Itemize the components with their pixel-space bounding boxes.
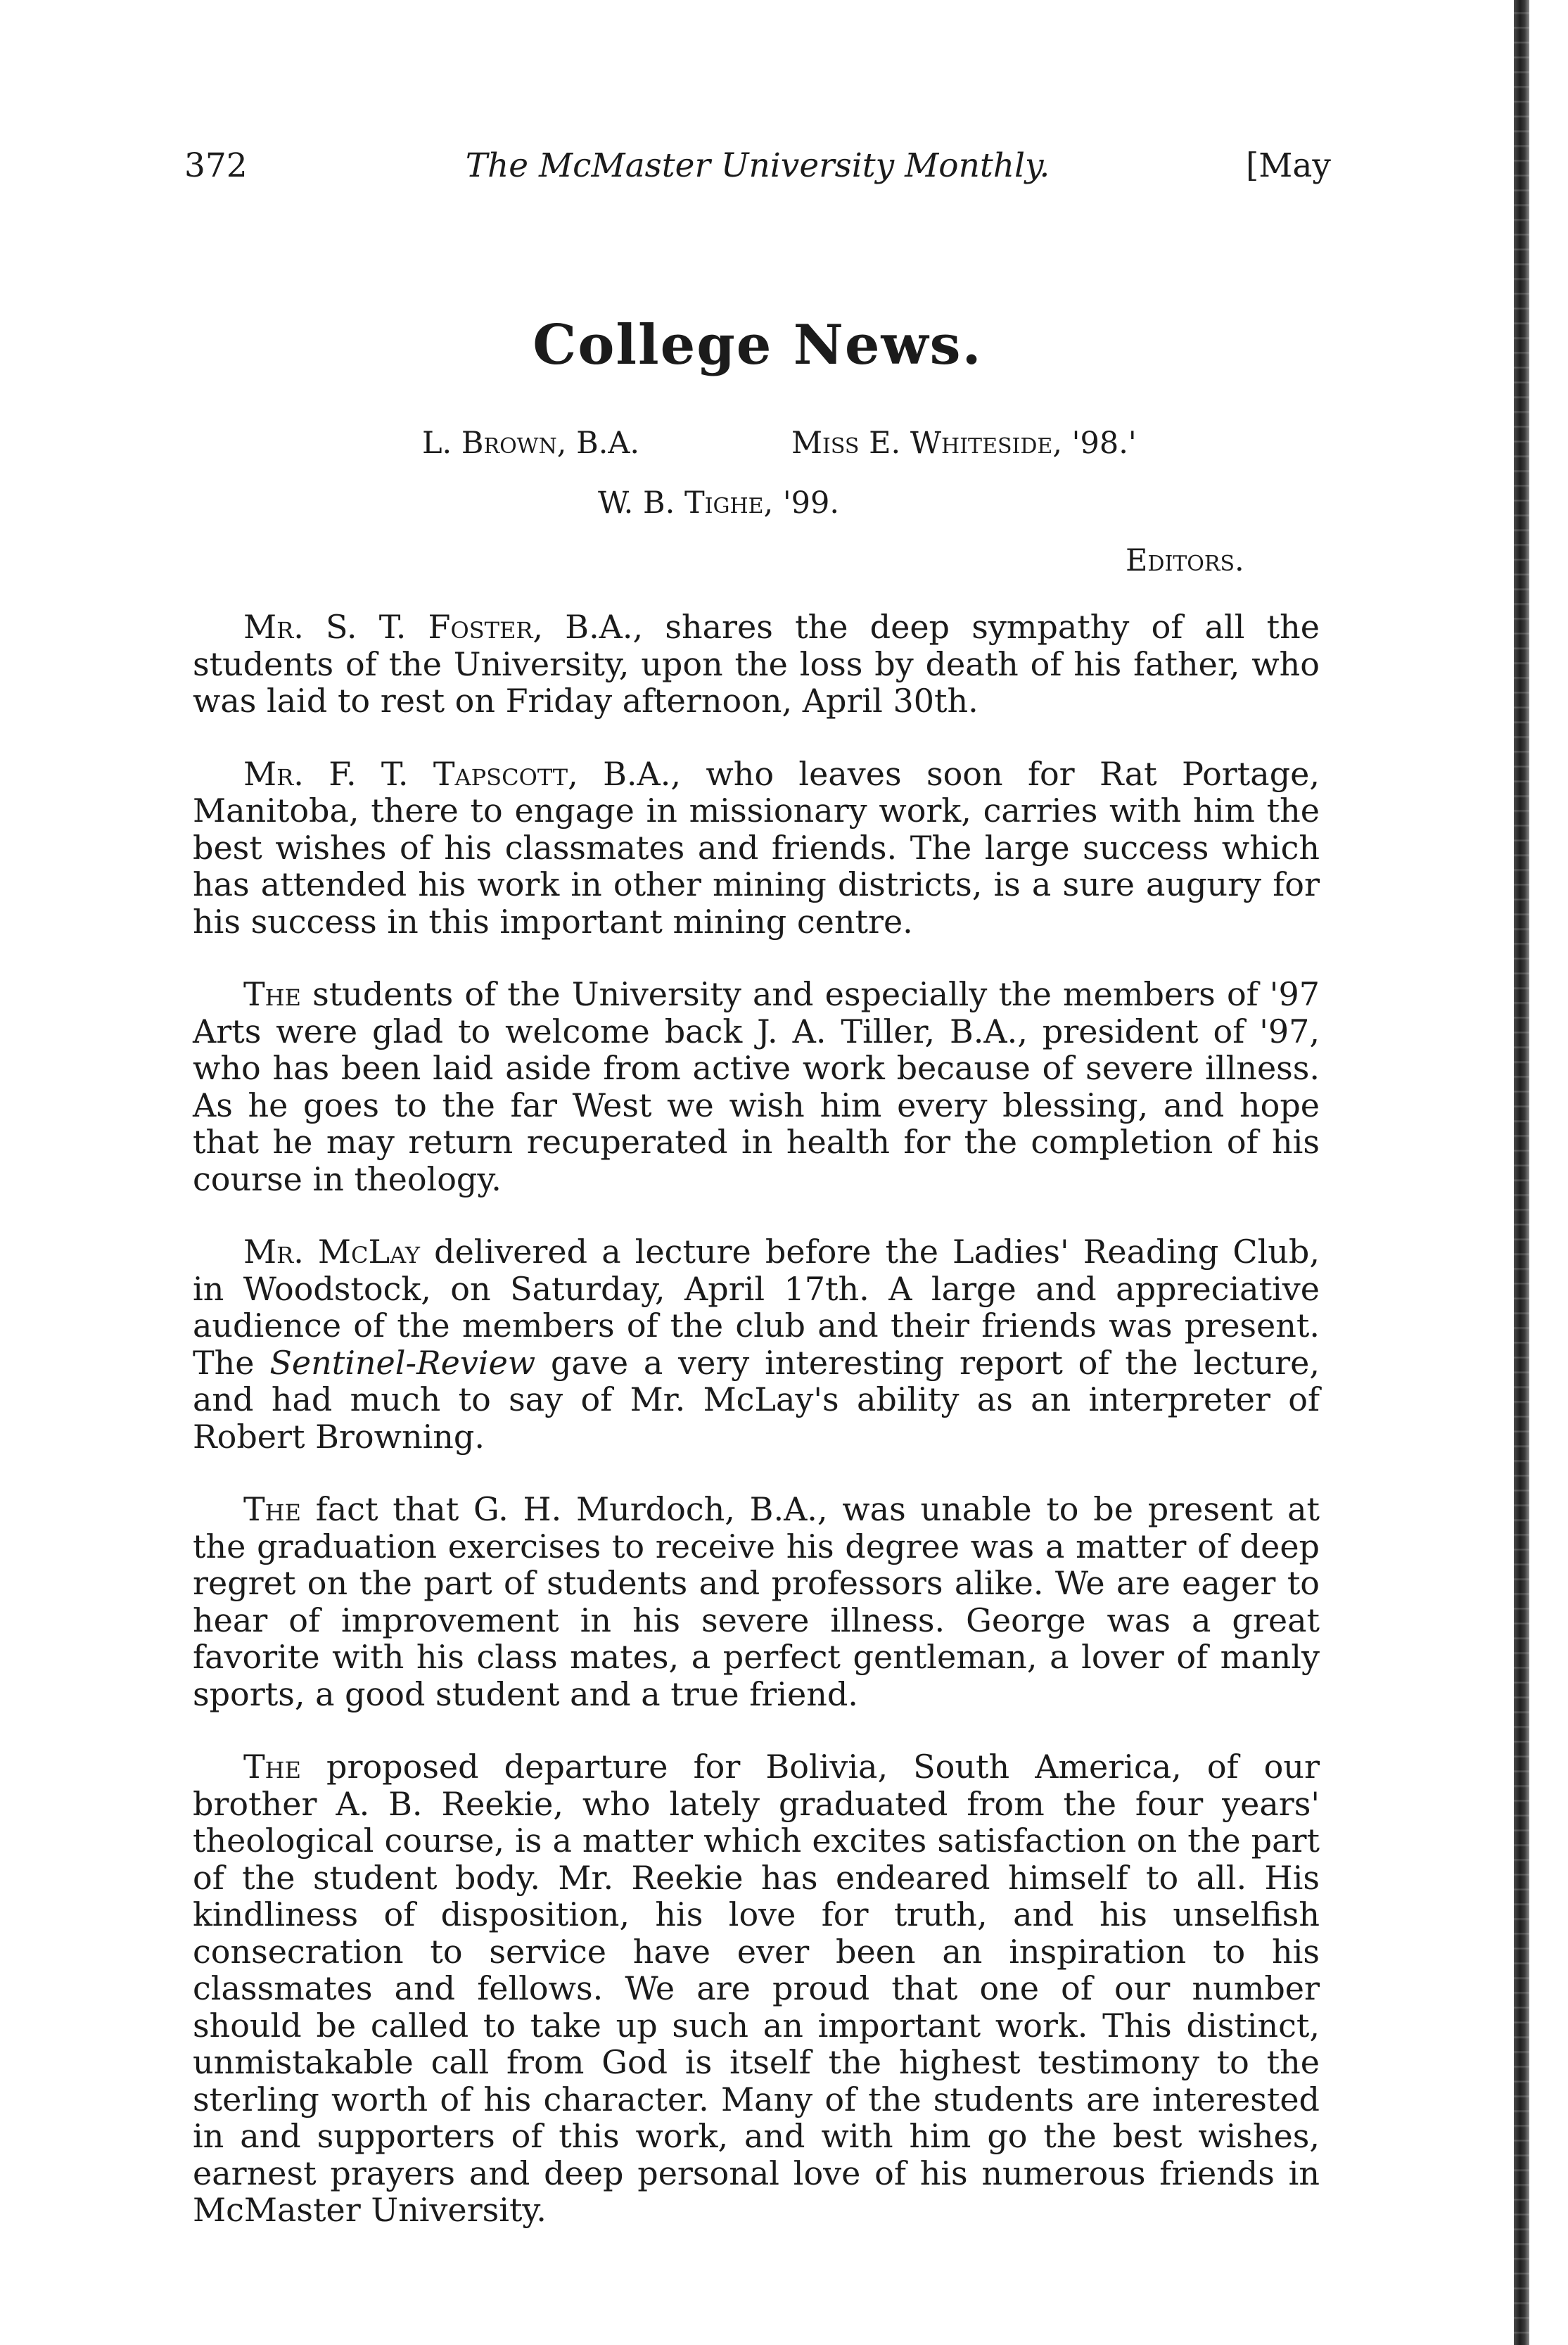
paragraph-lead: The <box>243 1748 301 1786</box>
page-edge-shadow <box>1514 0 1529 2345</box>
running-header <box>184 146 1331 203</box>
editors-label: Editors. <box>1126 543 1244 578</box>
paragraph-lead: Mr. S. T. Foster, B.A., <box>243 608 644 646</box>
editor-name: W. B. Tighe, '99. <box>598 485 840 521</box>
paragraph-text: delivered a lecture before the Ladies' Reading Club, in Woodstock, on Saturday, April 17th. A large and appreciative audience of the members of the club and their friends was present. The <box>193 1233 1320 1382</box>
paragraph-text: who leaves soon for Rat Portage, Manitoba, there to engage in missionary work, carries with him the best wishes of his classmates and friends. The large success which has attended his work in other mining districts, is a sure augury for his success in this important mining centre. <box>193 754 1320 941</box>
news-paragraph <box>193 609 1320 720</box>
news-paragraph <box>193 756 1320 941</box>
news-body <box>193 609 1320 2265</box>
issue-month: [May <box>1245 146 1331 185</box>
paragraph-lead: Mr. F. T. Tapscott, B.A., <box>243 754 681 793</box>
paragraph-text: fact that G. H. Murdoch, B.A., was unable to be present at the graduation exercises to receive his degree was a matter of deep regret on the part of students and professors alike. We are eager to hear of improvement in his severe illness. George was a great favorite with his class mates, a perfect gentleman, a lover of manly sports, a good student and a true friend. <box>193 1490 1320 1713</box>
news-paragraph <box>193 976 1320 1197</box>
paragraph-text: students of the University and especially the members of '97 Arts were glad to welcome back J. A. Tiller, B.A., president of '97, who has been laid aside from active work because of severe illness. As he goes to the far West we wish him every blessing, and hope that he may return recuperated in health for the completion of his course in theology. <box>193 975 1320 1198</box>
editor-name: L. Brown, B.A. <box>422 426 640 461</box>
paragraph-lead: The <box>243 1490 301 1528</box>
journal-title: The McMaster University Monthly. <box>465 146 1050 185</box>
paragraph-lead: The <box>243 975 301 1013</box>
paragraph-text: gave a very interesting report of the lecture, and had much to say of Mr. McLay's ability as an interpreter of Robert Browning. <box>193 1343 1320 1456</box>
news-paragraph <box>193 1233 1320 1455</box>
section-title: College News. <box>533 313 983 377</box>
paragraph-text: shares the deep sympathy of all the students of the University, upon the loss by death of his father, who was laid to rest on Friday afternoon, April 30th. <box>193 608 1320 720</box>
page-number: 372 <box>184 146 248 185</box>
newspaper-title: Sentinel-Review <box>269 1343 536 1382</box>
news-paragraph <box>193 1748 1320 2229</box>
paragraph-lead: Mr. McLay <box>243 1233 421 1271</box>
paragraph-text: proposed departure for Bolivia, South America, of our brother A. B. Reekie, who lately graduated from the four years' theological course, is a matter which excites satisfaction on the part of the student body. Mr. Reekie has endeared himself to all. His kindliness of disposition, his love for truth, and his unselfish consecration to service have ever been an inspiration to his classmates and fellows. We are proud that one of our number should be called to take up such an important work. This distinct, unmistakable call from God is itself the highest testimony to the sterling worth of his character. Many of the students are interested in and supporters of this work, and with him go the best wishes, earnest prayers and deep personal love of his numerous friends in McMaster University. <box>193 1748 1320 2229</box>
news-paragraph <box>193 1491 1320 1712</box>
editor-name: Miss E. Whiteside, '98.' <box>791 426 1137 461</box>
